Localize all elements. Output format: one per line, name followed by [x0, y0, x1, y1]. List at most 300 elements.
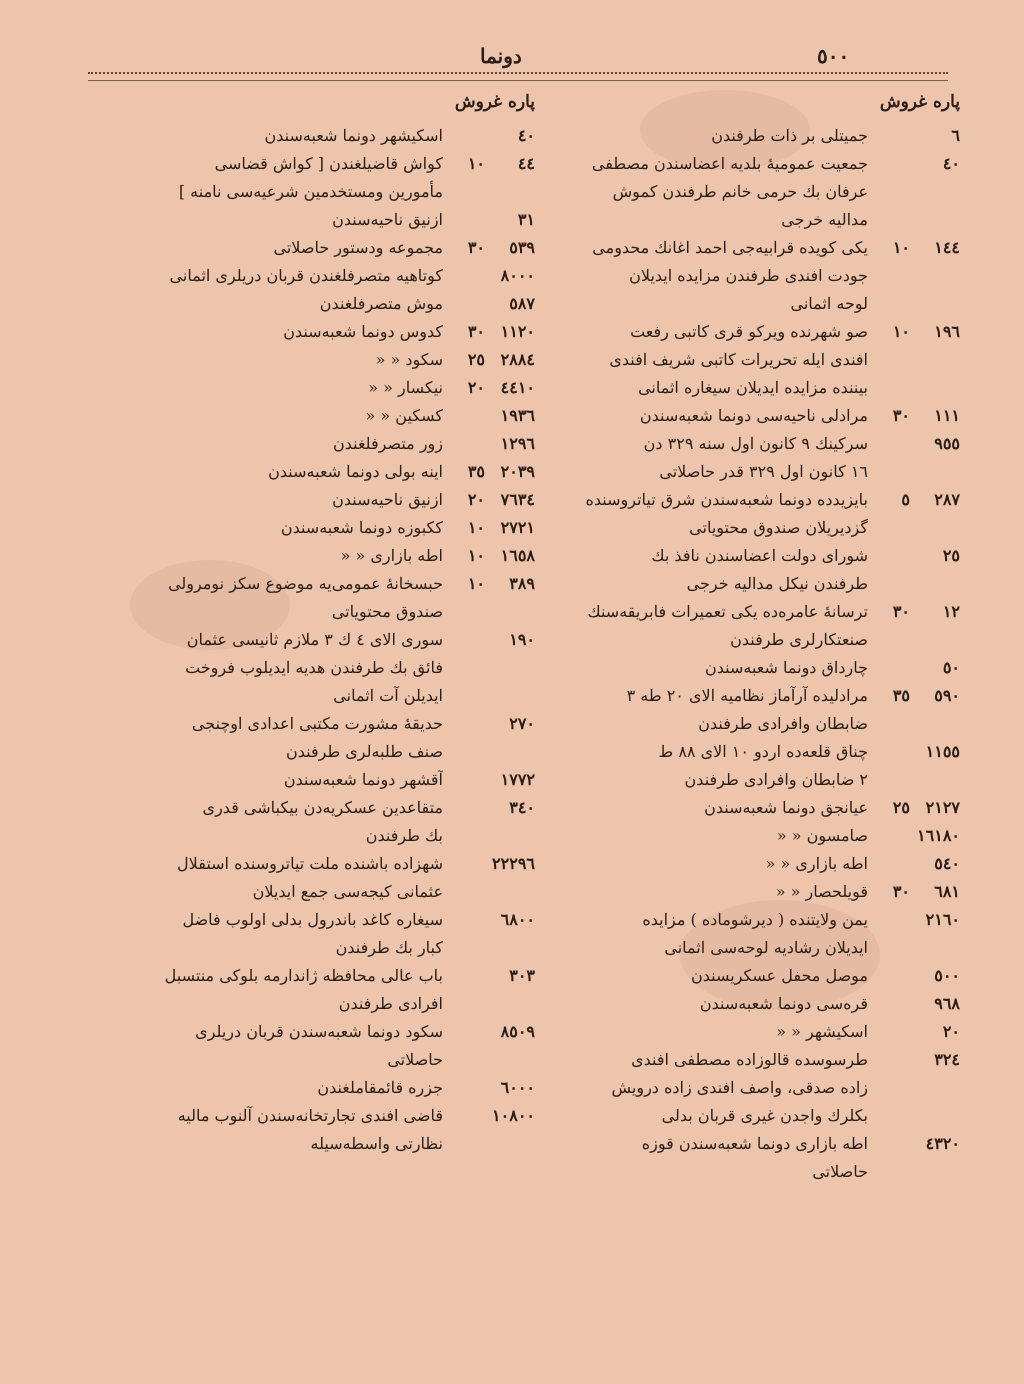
amount — [882, 1018, 960, 1046]
ledger-entry — [95, 710, 535, 766]
entry-line: سکود دونما شعبه‌سندن قربان دریلری — [195, 1022, 443, 1041]
amount-para — [461, 402, 485, 430]
amount-gurus: ٧٦٣٤ — [500, 490, 535, 509]
page-title: دونما — [480, 44, 522, 68]
amount-para: ١٠ — [467, 546, 485, 565]
entry-line: فائق بك طرفندن هدیه ایدیلوب فروخت — [185, 658, 443, 677]
ledger-entry — [535, 906, 960, 962]
amount-para — [461, 710, 485, 766]
amount — [457, 430, 535, 458]
amount — [882, 990, 960, 1018]
amount-gurus: ٢٠٣٩ — [500, 462, 535, 481]
amount — [457, 234, 535, 262]
ledger-entry — [95, 346, 535, 374]
entry-line: صنف طلبه‌لری طرفندن — [286, 742, 443, 761]
entry-description — [535, 402, 882, 430]
entry-line: بایزیدده دونما شعبه‌سندن شرق تیاتروسنده — [585, 490, 868, 509]
amount-para — [461, 962, 485, 1018]
ledger-entry — [535, 598, 960, 654]
ledger-entry — [535, 234, 960, 318]
entry-line: زور متصرفلغندن — [332, 434, 443, 453]
ledger-entry — [535, 430, 960, 486]
entry-description — [95, 430, 457, 458]
amount-gurus: ٦ — [951, 126, 960, 145]
ledger-entry — [535, 682, 960, 738]
header-rule — [88, 72, 948, 81]
entry-description — [95, 570, 457, 626]
amount-gurus: ٢١٢٧ — [925, 798, 960, 817]
ledger-entry — [95, 570, 535, 626]
amount — [882, 1046, 960, 1130]
entry-description — [95, 402, 457, 430]
amount — [882, 738, 960, 794]
entry-line: افرادی طرفندن — [338, 994, 443, 1013]
amount-para — [461, 906, 485, 962]
entry-description — [95, 150, 457, 206]
amount — [457, 486, 535, 514]
amount — [882, 598, 960, 654]
ledger-entry — [535, 1018, 960, 1046]
amount-gurus: ١٦١٨٠ — [917, 826, 960, 845]
amount-gurus: ٤٤١٠ — [500, 378, 535, 397]
entry-description — [535, 738, 882, 794]
amount-gurus: ٢٨٧ — [934, 490, 960, 509]
entry-line: قاضی افندی تجارتخانه‌سندن آلنوب مالیه — [177, 1106, 443, 1125]
entry-line: جمعیت عمومیهٔ بلدیه اعضاسندن مصطفی — [591, 154, 868, 173]
amount-para — [886, 906, 910, 962]
entry-line: عرفان بك حرمی خانم طرفندن کموش — [612, 182, 868, 201]
entry-line: سکود « « — [375, 350, 443, 369]
amount — [882, 822, 960, 850]
amount-para — [886, 850, 910, 878]
entry-line: بك طرفندن — [365, 826, 443, 845]
amount — [457, 262, 535, 290]
amount — [882, 430, 960, 486]
entry-line: اطه بازاری « « — [340, 546, 443, 565]
entry-line: صنعتکارلری طرفندن — [730, 630, 868, 649]
entry-description — [535, 962, 882, 990]
amount — [882, 794, 960, 822]
amount-gurus: ٣٢٤ — [934, 1050, 960, 1069]
ledger-entry — [535, 990, 960, 1018]
amount — [457, 458, 535, 486]
amount — [457, 1074, 535, 1102]
column-header: پاره غروش — [454, 92, 535, 112]
amount-gurus: ١٩٣٦ — [500, 406, 535, 425]
ledger-entry — [95, 626, 535, 710]
entry-description — [535, 486, 882, 542]
entry-description — [95, 850, 457, 906]
amount — [457, 794, 535, 850]
entry-line: ٢ ضابطان وافرادی طرفندن — [684, 770, 868, 789]
entry-description — [95, 290, 457, 318]
entry-line: طرفندن نیکل مدالیه خرجی — [686, 574, 868, 593]
entry-description — [95, 122, 457, 150]
entry-line: ایدیلان رشادیه لوحه‌سی اثمانی — [664, 938, 868, 957]
amount-gurus: ١٩٦ — [934, 322, 960, 341]
ledger-entry — [95, 1018, 535, 1074]
amount-gurus: ١٤٤ — [934, 238, 960, 257]
entry-description — [95, 626, 457, 710]
entry-line: متقاعدین عسکریه‌دن بیکباشی قدری — [202, 798, 443, 817]
amount-para — [883, 822, 907, 850]
ledger-entry — [95, 318, 535, 346]
amount-gurus: ٢٥ — [942, 546, 960, 565]
amount-gurus: ٣٠٣ — [509, 966, 535, 985]
amount — [457, 710, 535, 766]
amount-gurus: ٥٤٠ — [934, 854, 960, 873]
ledger-entry — [95, 262, 535, 290]
amount-gurus: ١٦٥٨ — [500, 546, 535, 565]
ledger-entry — [535, 822, 960, 850]
entry-line: نظارتی واسطه‌سیله — [310, 1134, 443, 1153]
amount-gurus: ١٢٩٦ — [500, 434, 535, 453]
ledger-entry — [95, 906, 535, 962]
amount — [457, 290, 535, 318]
entry-description — [95, 906, 457, 962]
entry-description — [535, 850, 882, 878]
amount-para — [886, 150, 910, 234]
amount-para — [461, 262, 485, 290]
ledger-entry — [95, 234, 535, 262]
amount-para: ٣٠ — [467, 322, 485, 341]
entry-line: ترسانهٔ عامره‌ده یکی تعمیرات فابریقه‌سنك — [587, 602, 868, 621]
entry-line: اسکیشهر « « — [776, 1022, 868, 1041]
amount — [882, 682, 960, 738]
amount — [882, 654, 960, 682]
entry-line: اسکیشهر دونما شعبه‌سندن — [264, 126, 443, 145]
entry-description — [95, 374, 457, 402]
entry-description — [535, 1018, 882, 1046]
entry-line: زاده صدقی، واصف افندی زاده درویش — [611, 1078, 868, 1097]
amount — [457, 766, 535, 794]
entry-line: ازنیق ناحیه‌سندن — [332, 210, 443, 229]
entry-description — [535, 234, 882, 318]
entry-description — [535, 1046, 882, 1130]
entry-description — [535, 430, 882, 486]
amount-gurus: ٤٠ — [942, 154, 960, 173]
amount-gurus: ٥٠٠ — [934, 966, 960, 985]
amount — [882, 486, 960, 542]
ledger-entry — [95, 430, 535, 458]
entry-line: حاصلاتی — [387, 1050, 443, 1069]
entry-line: ازنیق ناحیه‌سندن — [332, 490, 443, 509]
amount-gurus: ١٠٨٠٠ — [492, 1106, 535, 1125]
entry-description — [535, 990, 882, 1018]
amount-para — [886, 542, 910, 598]
amount — [457, 850, 535, 906]
amount-gurus: ٥٨٧ — [509, 294, 535, 313]
amount-para — [461, 430, 485, 458]
entry-line: ضابطان وافرادی طرفندن — [698, 714, 868, 733]
amount — [882, 402, 960, 430]
entry-description — [535, 122, 882, 150]
amount-gurus: ١١٥٥ — [925, 742, 960, 761]
ledger-entry — [535, 962, 960, 990]
entry-line: موصل محفل عسکریسندن — [690, 966, 868, 985]
amount-para: ١٠ — [892, 238, 910, 257]
entry-line: جودت افندی طرفندن مزایده ایدیلان — [629, 266, 868, 285]
entry-line: حبسخانهٔ عمومی‌یه موضوع سکز نومرولی — [168, 574, 443, 593]
entry-line: شورای دولت اعضاسندن نافذ بك — [651, 546, 868, 565]
amount-gurus: ٩٥٥ — [934, 434, 960, 453]
ledger-entry — [535, 486, 960, 542]
entry-description — [95, 962, 457, 1018]
amount — [882, 1130, 960, 1186]
entry-line: سیغاره کاغد باندرول بدلی اولوب فاضل — [182, 910, 443, 929]
amount-para — [458, 1102, 482, 1158]
ledger-entry — [95, 514, 535, 542]
ledger-entry — [535, 1046, 960, 1130]
amount-gurus: ٦٨١ — [934, 882, 960, 901]
entry-description — [95, 1018, 457, 1074]
amount-gurus: ٤٠ — [517, 126, 535, 145]
entry-description — [95, 458, 457, 486]
entry-description — [535, 1130, 882, 1186]
entry-line: یکی کویده قرابیه‌جی احمد اغانك محدومی — [592, 238, 868, 257]
page-number: ٥٠٠ — [817, 44, 850, 68]
entry-description — [95, 346, 457, 374]
ledger-entry — [95, 1102, 535, 1158]
amount — [882, 150, 960, 234]
amount-gurus: ٦٨٠٠ — [500, 910, 535, 929]
entry-description — [535, 654, 882, 682]
amount-para — [886, 654, 910, 682]
entry-line: صندوق محتویاتی — [331, 602, 443, 621]
amount — [457, 570, 535, 626]
ledger-entry — [535, 878, 960, 906]
amount-gurus: ٢٢٢٩٦ — [492, 854, 535, 873]
ledger-entry — [95, 458, 535, 486]
amount-gurus: ٣٨٩ — [509, 574, 535, 593]
ledger-entry — [95, 794, 535, 850]
entry-line: موش متصرفلغندن — [319, 294, 443, 313]
entry-line: اطه بازاری دونما شعبه‌سندن قوزه — [641, 1134, 868, 1153]
amount — [882, 542, 960, 598]
ledger-entry — [535, 150, 960, 234]
entry-description — [95, 514, 457, 542]
amount-para — [886, 430, 910, 486]
amount-para — [886, 1130, 910, 1186]
amount-para: ٢٠ — [467, 378, 485, 397]
entry-line: آقشهر دونما شعبه‌سندن — [283, 770, 443, 789]
amount-para — [461, 626, 485, 710]
amount-para — [458, 850, 482, 906]
ledger-entry — [535, 318, 960, 402]
amount-para — [886, 1046, 910, 1130]
entry-line: سرکینك ٩ کانون اول سنه ٣٢٩ دن — [643, 434, 868, 453]
amount — [457, 318, 535, 346]
amount-gurus: ٣١ — [517, 210, 535, 229]
entry-description — [535, 794, 882, 822]
amount — [882, 318, 960, 402]
amount-para: ١٠ — [467, 154, 485, 173]
amount-para — [461, 1074, 485, 1102]
amount-para: ٣٥ — [467, 462, 485, 481]
amount-gurus: ٢٧٢١ — [500, 518, 535, 537]
amount — [457, 542, 535, 570]
page-header — [0, 44, 1024, 74]
entry-description — [95, 318, 457, 346]
ledger-entry — [95, 290, 535, 318]
ledger-entry — [535, 402, 960, 430]
entry-line: سوری الای ٤ ك ٣ ملازم ثانیسی عثمان — [186, 630, 443, 649]
amount-para: ٢٥ — [467, 350, 485, 369]
amount — [457, 206, 535, 234]
amount-para: ٣٥ — [892, 686, 910, 705]
entry-line: بیننده مزایده ایدیلان سیغاره اثمانی — [638, 378, 868, 397]
entry-line: اینه بولی دونما شعبه‌سندن — [268, 462, 443, 481]
amount-para — [461, 206, 485, 234]
entry-description — [535, 598, 882, 654]
entry-list — [535, 122, 960, 1186]
entry-description — [95, 206, 457, 234]
entry-line: کوتاهیه متصرفلغندن قربان دریلری اثمانی — [169, 266, 443, 285]
entry-description — [95, 766, 457, 794]
entry-line: کبار بك طرفندن — [335, 938, 443, 957]
entry-line: مرادلی ناحیه‌سی دونما شعبه‌سندن — [639, 406, 868, 425]
amount-para: ٣٠ — [892, 602, 910, 621]
entry-description — [95, 1074, 457, 1102]
entry-description — [535, 878, 882, 906]
ledger-entry — [95, 486, 535, 514]
amount-para: ٢٥ — [892, 798, 910, 817]
amount-para — [461, 1018, 485, 1074]
amount — [457, 962, 535, 1018]
entry-line: کسکین « « — [365, 406, 443, 425]
entry-line: افندی ایله تحریرات کاتبی شریف افندی — [609, 350, 868, 369]
entry-line: صو شهرنده ویرکو قری کاتبی رفعت — [630, 322, 868, 341]
amount-gurus: ٢١٦٠ — [925, 910, 960, 929]
ledger-entry — [535, 1130, 960, 1186]
amount — [882, 122, 960, 150]
amount — [882, 234, 960, 318]
entry-line: ککبوزه دونما شعبه‌سندن — [280, 518, 443, 537]
amount-para: ١٠ — [892, 322, 910, 341]
ledger-entry — [95, 850, 535, 906]
entry-line: طرسوسده قالوزاده مصطفی افندی — [631, 1050, 868, 1069]
amount-para — [461, 122, 485, 150]
entry-description — [535, 150, 882, 234]
amount-para: ١٠ — [467, 518, 485, 537]
entry-description — [535, 318, 882, 402]
entry-line: قره‌سی دونما شعبه‌سندن — [699, 994, 868, 1013]
ledger-entry — [95, 122, 535, 150]
entry-line: شهزاده باشنده ملت تیاتروسنده استقلال — [177, 854, 443, 873]
amount-para — [886, 990, 910, 1018]
amount — [457, 906, 535, 962]
column-header: پاره غروش — [879, 92, 960, 112]
amount — [457, 374, 535, 402]
entry-description — [95, 710, 457, 766]
entry-line: حدیقهٔ مشورت مکتبی اعدادی اوچنجی — [191, 714, 443, 733]
ledger-entry — [95, 206, 535, 234]
amount-para — [886, 962, 910, 990]
entry-line: گزدیریلان صندوق محتویاتی — [689, 518, 868, 537]
entry-line: باب عالی محافظه ژاندارمه بلوکی منتسبل — [164, 966, 443, 985]
entry-line: صامسون « « — [776, 826, 868, 845]
amount-para: ٣٠ — [892, 882, 910, 901]
amount-gurus: ٥٠ — [942, 658, 960, 677]
amount-gurus: ٢٧٠ — [509, 714, 535, 733]
amount-gurus: ١٩٠ — [509, 630, 535, 649]
entry-description — [95, 542, 457, 570]
ledger-entry — [535, 122, 960, 150]
amount-para — [461, 766, 485, 794]
entry-line: مرادلیده آرآماز نظامیه الای ٢٠ طه ٣ — [626, 686, 868, 705]
amount-gurus: ١٧٧٢ — [500, 770, 535, 789]
ledger-entry — [95, 150, 535, 206]
amount-para: ٢٠ — [467, 490, 485, 509]
entry-line: مأمورین ومستخدمین شرعیه‌سی نامنه ] — [178, 182, 443, 201]
entry-description — [535, 822, 882, 850]
amount — [882, 878, 960, 906]
amount-para: ٣٠ — [892, 406, 910, 425]
entry-line: مجموعه ودستور حاصلاتی — [273, 238, 443, 257]
entry-line: عیانجق دونما شعبه‌سندن — [704, 798, 868, 817]
amount — [457, 346, 535, 374]
amount-gurus: ٤٣٢٠ — [925, 1134, 960, 1153]
entry-description — [95, 794, 457, 850]
ledger-entry — [95, 1074, 535, 1102]
amount-para — [886, 1018, 910, 1046]
amount — [882, 906, 960, 962]
entry-line: جزره قائمقاملغندن — [317, 1078, 443, 1097]
ledger-entry — [535, 654, 960, 682]
amount-gurus: ٨٠٠٠ — [500, 266, 535, 285]
entry-line: عثمانی کیجه‌سی جمع ایدیلان — [252, 882, 443, 901]
entry-line: حاصلاتی — [812, 1162, 868, 1181]
left-column — [95, 92, 535, 1158]
amount-para: ٣٠ — [467, 238, 485, 257]
entry-line: چارداق دونما شعبه‌سندن — [705, 658, 868, 677]
ledger-entry — [535, 850, 960, 878]
entry-description — [95, 262, 457, 290]
entry-line: لوحه اثمانی — [790, 294, 868, 313]
entry-list — [95, 122, 535, 1158]
amount-gurus: ٨٥٠٩ — [500, 1022, 535, 1041]
entry-line: قویلحصار « « — [775, 882, 868, 901]
amount-gurus: ٦٠٠٠ — [500, 1078, 535, 1097]
amount-para — [886, 122, 910, 150]
ledger-entry — [95, 542, 535, 570]
amount — [882, 962, 960, 990]
entry-line: کدوس دونما شعبه‌سندن — [283, 322, 443, 341]
entry-line: یمن ولایتنده ( دیرشوماده ) مزایده — [642, 910, 868, 929]
amount — [457, 1018, 535, 1074]
ledger-entry — [535, 738, 960, 794]
amount-para: ٥ — [901, 490, 910, 509]
amount-gurus: ٢٠ — [942, 1022, 960, 1041]
amount-gurus: ١١١ — [934, 406, 960, 425]
entry-line: ایدیلن آت اثمانی — [333, 686, 443, 705]
entry-line: جمیتلی بر ذات طرفندن — [711, 126, 868, 145]
entry-line: بکلرك واجدن غیری قربان بدلی — [661, 1106, 868, 1125]
right-column — [535, 92, 960, 1186]
entry-line: نیکسار « « — [368, 378, 443, 397]
amount-gurus: ١٢ — [942, 602, 960, 621]
amount — [457, 150, 535, 206]
amount — [457, 402, 535, 430]
amount-gurus: ١١٢٠ — [500, 322, 535, 341]
amount-para — [886, 738, 910, 794]
amount-gurus: ٥٣٩ — [509, 238, 535, 257]
ledger-entry — [95, 374, 535, 402]
amount — [457, 626, 535, 710]
entry-description — [535, 682, 882, 738]
amount — [457, 1102, 535, 1158]
amount — [882, 850, 960, 878]
